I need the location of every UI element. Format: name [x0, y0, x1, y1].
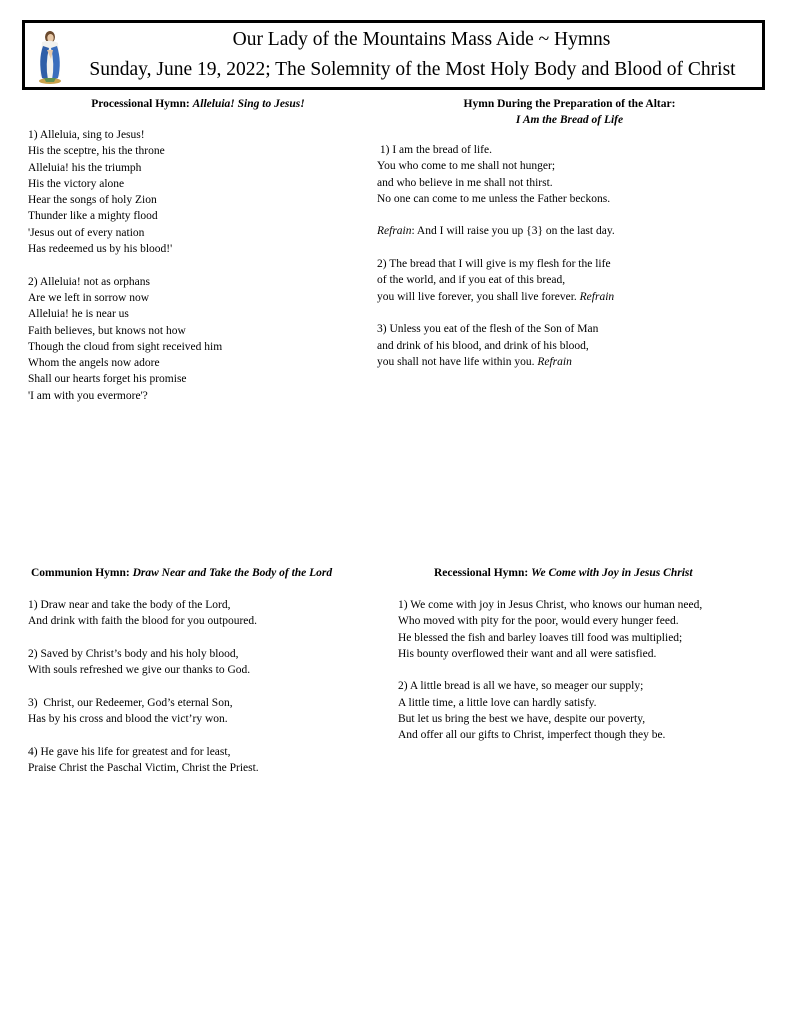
recessional-hymn-lyrics [398, 597, 768, 744]
lyric-line: 1) I am the bread of life. [377, 144, 492, 156]
lyric-line: But let us bring the best we have, despite our poverty, [398, 713, 646, 726]
lyric-line: His bounty overflowed their want and all were satisfied. [398, 647, 657, 660]
communion-hymn-title: Draw Near and Take the Body of the Lord [132, 567, 333, 579]
lyric-line: Faith believes, but knows not how [28, 324, 186, 337]
lyric-line: No one can come to me unless the Father beckons. [377, 192, 611, 205]
lyric-line: You who come to me shall not hunger; [377, 160, 556, 173]
lyric-line: 2) Saved by Christ’s body and his holy blood, [28, 647, 239, 660]
refrain-text: : And I will raise you up {3} on the last day. [411, 225, 615, 238]
lyric-line: 2) The bread that I will give is my flesh for the life [377, 258, 611, 271]
lyric-line: Shall our hearts forget his promise [28, 373, 187, 386]
lyric-line: Alleluia! his the triumph [28, 161, 142, 174]
recessional-hymn-title: We Come with Joy in Jesus Christ [531, 567, 693, 579]
lyric-line: With souls refreshed we give our thanks to God. [28, 664, 251, 677]
preparation-hymn-lyrics [377, 142, 762, 370]
refrain-label: Refrain [377, 225, 412, 238]
lyric-line: Who moved with pity for the poor, would every hunger feed. [398, 615, 679, 628]
lyric-line: of the world, and if you eat of this bread, [377, 274, 566, 287]
lyric-line: He blessed the fish and barley loaves till food was multiplied; [398, 631, 683, 644]
lyric-line: Praise Christ the Paschal Victim, Christ the Priest. [28, 761, 259, 774]
communion-hymn-lyrics [28, 597, 378, 776]
lyric-line: Alleluia! he is near us [28, 308, 129, 321]
lyric-line: 3) Christ, our Redeemer, God’s eternal Son, [28, 696, 233, 709]
lyric-line: 1) Alleluia, sing to Jesus! [28, 129, 145, 141]
lyric-line: 'Jesus out of every nation [28, 226, 145, 239]
lyric-line: A little time, a little love can hardly satisfy. [398, 696, 597, 709]
preparation-hymn-label: Hymn During the Preparation of the Altar: [463, 98, 676, 110]
communion-hymn-label: Communion Hymn: [31, 567, 133, 579]
lyric-line: 2) A little bread is all we have, so meager our supply; [398, 680, 644, 693]
recessional-hymn-section [398, 565, 768, 744]
processional-hymn-title: Alleluia! Sing to Jesus! [192, 98, 305, 110]
lyric-line: Has by his cross and blood the vict’ry won. [28, 713, 228, 726]
madonna-statue-image [33, 26, 67, 86]
lyric-line: 2) Alleluia! not as orphans [28, 275, 151, 288]
lyric-line: His the victory alone [28, 177, 125, 190]
preparation-hymn-section [377, 96, 762, 370]
lyric-line: And offer all our gifts to Christ, imperfect though they be. [398, 729, 666, 742]
lyric-line: Though the cloud from sight received him [28, 340, 223, 353]
header-banner [22, 20, 765, 90]
lyric-line: 3) Unless you eat of the flesh of the Son of Man [377, 323, 599, 336]
processional-hymn-heading [28, 96, 368, 112]
processional-hymn-section [28, 96, 368, 404]
lyric-line: 1) We come with joy in Jesus Christ, who knows our human need, [398, 599, 703, 611]
lyric-line: and drink of his blood, and drink of his blood, [377, 339, 589, 352]
preparation-hymn-title: I Am the Bread of Life [515, 114, 624, 126]
communion-hymn-section [28, 565, 378, 776]
lyric-text: you will live forever, you shall live forever. [377, 290, 580, 303]
refrain-line [377, 223, 762, 239]
lyric-line: 1) Draw near and take the body of the Lord, [28, 599, 231, 611]
lyric-line [377, 289, 762, 305]
lyric-line: and who believe in me shall not thirst. [377, 176, 553, 189]
lyric-line: Thunder like a mighty flood [28, 210, 158, 223]
processional-hymn-label: Processional Hymn: [91, 98, 193, 110]
processional-hymn-lyrics [28, 127, 368, 404]
header-subtitle: Sunday, June 19, 2022; The Solemnity of the Most Holy Body and Blood of Christ [89, 59, 736, 80]
lyric-text: you shall not have life within you. [377, 355, 538, 368]
communion-hymn-heading [28, 565, 378, 581]
lyric-line: Are we left in sorrow now [28, 291, 150, 304]
lyric-line: Has redeemed us by his blood!' [28, 243, 173, 256]
lyric-line: 'I am with you evermore'? [28, 389, 148, 402]
recessional-hymn-label: Recessional Hymn: [434, 567, 532, 579]
lyric-line [377, 354, 762, 370]
lyric-line: 4) He gave his life for greatest and for least, [28, 745, 231, 758]
header-title: Our Lady of the Mountains Mass Aide ~ Hymns [232, 29, 611, 50]
refrain-marker: Refrain [579, 290, 615, 303]
lyric-line: His the sceptre, his the throne [28, 145, 165, 158]
lyric-line: Whom the angels now adore [28, 357, 160, 370]
lyric-line: Hear the songs of holy Zion [28, 194, 157, 207]
lyric-line: And drink with faith the blood for you outpoured. [28, 615, 258, 628]
recessional-hymn-heading [398, 565, 768, 581]
refrain-marker: Refrain [537, 355, 572, 368]
